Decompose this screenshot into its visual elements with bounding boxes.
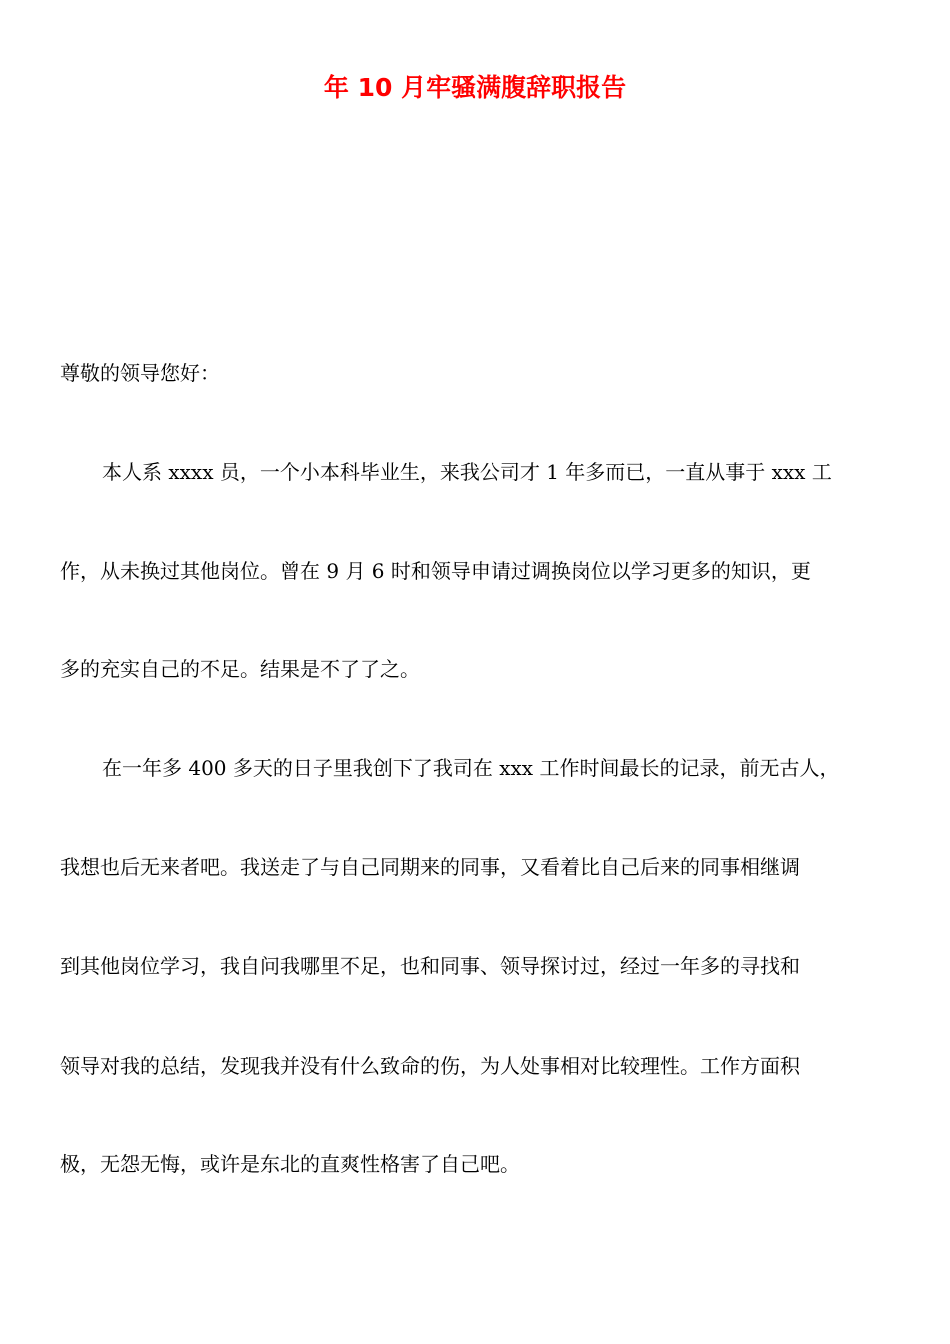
paragraph-line: 极，无怨无悔，或许是东北的直爽性格害了自己吧。 [60,1152,520,1176]
document-title: 年 10 月牢骚满腹辞职报告 [323,73,627,102]
paragraph-line: 在一年多 400 多天的日子里我创下了我司在 xxx 工作时间最长的记录，前无古人， [102,756,840,780]
salutation-line: 尊敬的领导您好： [60,361,220,385]
paragraph-line: 领导对我的总结，发现我并没有什么致命的伤，为人处事相对比较理性。工作方面积 [60,1054,800,1078]
paragraph-line: 多的充实自己的不足。结果是不了了之。 [60,657,420,681]
paragraph-line: 我想也后无来者吧。我送走了与自己同期来的同事，又看着比自己后来的同事相继调 [60,855,800,879]
paragraph-line: 到其他岗位学习，我自问我哪里不足，也和同事、领导探讨过，经过一年多的寻找和 [60,954,800,978]
paragraph-line: 作，从未换过其他岗位。曾在 9 月 6 时和领导申请过调换岗位以学习更多的知识，更 [60,559,811,583]
paragraph-line: 本人系 xxxx 员，一个小本科毕业生，来我公司才 1 年多而已，一直从事于 xxx 工 [102,460,832,484]
